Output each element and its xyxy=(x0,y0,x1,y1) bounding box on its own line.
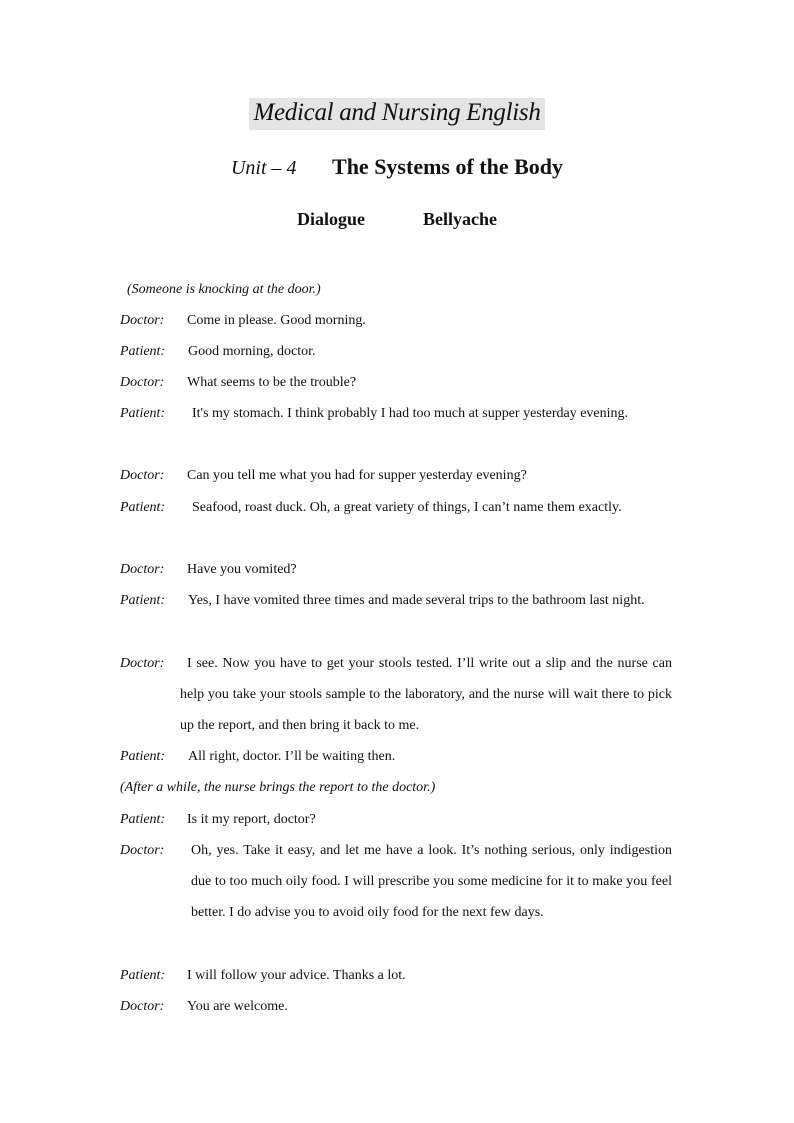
speaker-label: Patient: xyxy=(120,500,166,515)
dialogue-line xyxy=(120,398,672,429)
speaker-label: Patient: xyxy=(120,593,166,608)
utterance: Good morning, doctor. xyxy=(188,344,316,359)
speaker-label: Patient: xyxy=(120,344,166,359)
unit-label: Unit – 4 xyxy=(230,157,297,179)
stage-direction: (After a while, the nurse brings the report to the doctor.) xyxy=(120,780,436,795)
speaker-label: Doctor: xyxy=(120,999,165,1014)
utterance: It's my stomach. I think probably I had too much at supper yesterday evening. xyxy=(192,406,629,421)
dialogue-line xyxy=(120,835,672,929)
unit-title: The Systems of the Body xyxy=(332,154,564,179)
speaker-label: Doctor: xyxy=(120,843,165,858)
dialogue-line xyxy=(120,960,672,991)
dialogue-label: Dialogue xyxy=(296,209,365,229)
speaker-label: Patient: xyxy=(120,749,166,764)
utterance: I will follow your advice. Thanks a lot. xyxy=(187,968,406,983)
speaker-label: Doctor: xyxy=(120,468,165,483)
speaker-label: Doctor: xyxy=(120,375,165,390)
speaker-label: Patient: xyxy=(120,812,166,827)
dialogue-title: Bellyache xyxy=(423,209,497,229)
speaker-label: Patient: xyxy=(120,968,166,983)
unit-heading xyxy=(0,154,794,180)
stage-direction: (Someone is knocking at the door.) xyxy=(127,282,321,297)
dialogue-line xyxy=(120,804,672,835)
utterance: Have you vomited? xyxy=(187,562,297,577)
dialogue-line xyxy=(120,460,672,491)
utterance: Seafood, roast duck. Oh, a great variety of things, I can’t name them exactly. xyxy=(192,500,622,515)
utterance: All right, doctor. I’ll be waiting then. xyxy=(188,749,396,764)
utterance: You are welcome. xyxy=(187,999,288,1014)
dialogue-line xyxy=(120,492,672,523)
dialogue-line xyxy=(120,554,672,585)
utterance: Is it my report, doctor? xyxy=(187,812,316,827)
dialogue-heading xyxy=(0,209,794,230)
speaker-label: Doctor: xyxy=(120,562,165,577)
utterance: Yes, I have vomited three times and made several trips to the bathroom last night. xyxy=(188,593,645,608)
dialogue-line xyxy=(120,336,672,367)
utterance: Oh, yes. Take it easy, and let me have a look. It’s nothing serious, only indigestion due to too much oily food. I will prescribe you some medicine for it to make you feel better. I do advise you to avoid oily food for the next few days. xyxy=(191,843,672,921)
book-title-block xyxy=(0,98,794,130)
utterance: Can you tell me what you had for supper yesterday evening? xyxy=(187,468,527,483)
speaker-label: Doctor: xyxy=(120,656,165,671)
dialogue-line xyxy=(120,741,672,772)
dialogue-line xyxy=(120,367,672,398)
book-title: Medical and Nursing English xyxy=(249,98,544,130)
dialogue-line xyxy=(120,585,672,616)
utterance: I see. Now you have to get your stools tested. I’ll write out a slip and the nurse can help you take your stools sample to the laboratory, and the nurse will wait there to pick up the report, and then bring it back to me. xyxy=(180,656,672,734)
speaker-label: Doctor: xyxy=(120,313,165,328)
utterance: Come in please. Good morning. xyxy=(187,313,366,328)
speaker-label: Patient: xyxy=(120,406,166,421)
dialogue-line xyxy=(120,991,672,1022)
utterance: What seems to be the trouble? xyxy=(187,375,357,390)
dialogue-line xyxy=(120,305,672,336)
dialogue-line xyxy=(120,648,672,742)
